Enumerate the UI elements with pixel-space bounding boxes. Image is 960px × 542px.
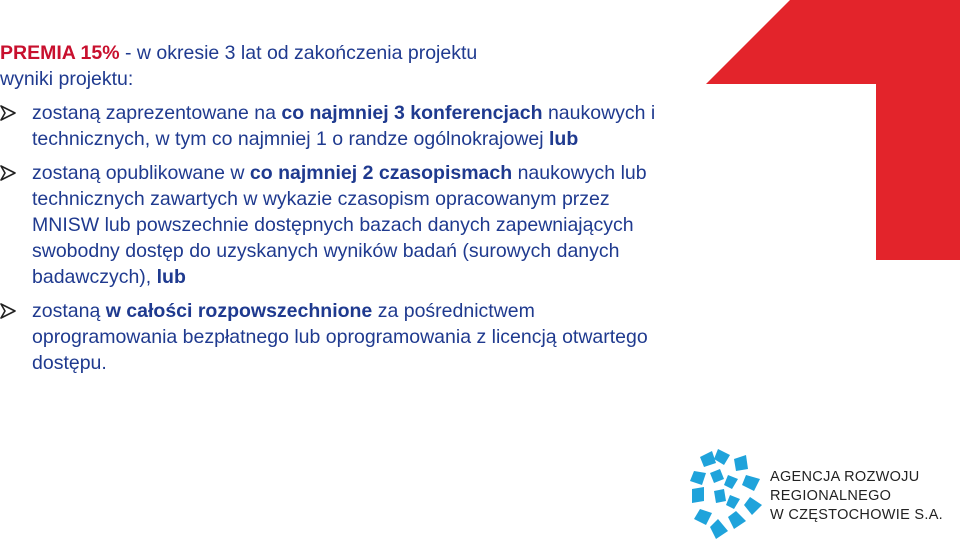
intro-text: - w okresie 3 lat od zakończenia projektu [119, 42, 478, 64]
intro-paragraph [0, 40, 660, 92]
subsidy-level-badge [650, 0, 960, 260]
badge-line-2: dotacji [774, 137, 876, 176]
intro-text-line2: wyniki projektu: [0, 68, 134, 90]
star-logo-icon [690, 445, 766, 542]
item-text: naukowych i technicznych, w tym co najmniej 1 o randze ogólnokrajowej [32, 102, 656, 150]
agency-logo [690, 445, 960, 542]
item-text-bold: co najmniej 3 konferencjach [281, 102, 543, 124]
list-item [0, 160, 660, 290]
item-text-bold: co najmniej 2 czasopismach [249, 162, 513, 184]
arrowhead-bullet-icon [0, 303, 16, 319]
badge-text [759, 100, 876, 176]
conditions-list [0, 100, 660, 376]
item-text: zostaną [32, 300, 106, 322]
agency-name-line-2: REGIONALNEGO [770, 488, 892, 504]
agency-name [770, 468, 943, 525]
agency-name-line-1: AGENCJA ROZWOJU [770, 469, 920, 485]
list-item [0, 100, 660, 152]
badge-line-1: Poziom [759, 99, 876, 138]
item-text: naukowych lub technicznych zawartych w wykazie czasopism opracowanym przez MNISW lub powszechnie dostępnych bazach danych zapewniających swobodny dostęp do uzyskanych wyników badań (surowych danych badawczych), [32, 162, 647, 288]
list-item [0, 298, 660, 376]
item-text: zostaną zaprezentowane na [32, 102, 282, 124]
item-text-bold: lub [156, 266, 186, 288]
agency-name-line-3: W CZĘSTOCHOWIE S.A. [770, 507, 943, 523]
item-text: zostaną opublikowane w [32, 162, 250, 184]
item-text-bold: w całości rozpowszechnione [105, 300, 373, 322]
item-text: za pośrednictwem oprogramowania bezpłatnego lub oprogramowania z licencją otwartego dostępu. [32, 300, 648, 374]
premium-label: PREMIA 15% [0, 42, 120, 64]
arrowhead-bullet-icon [0, 165, 16, 181]
content-area [0, 40, 660, 384]
arrowhead-bullet-icon [0, 105, 16, 121]
item-text-bold: lub [549, 128, 579, 150]
